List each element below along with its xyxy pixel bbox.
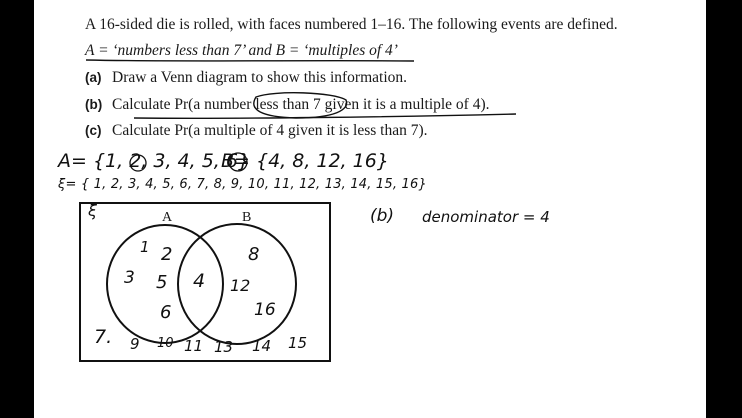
handwritten-denominator-note: denominator = 4 (422, 208, 550, 226)
part-b-ellipse (254, 93, 347, 118)
venn-outside-value: 13 (214, 338, 234, 356)
venn-outside-value: 14 (252, 337, 272, 355)
events-underline (86, 60, 414, 61)
venn-value: 16 (254, 300, 276, 320)
venn-value: 3 (124, 268, 135, 288)
handwritten-set-a: A= {1, 2, 3, 4, 5, 6} (58, 150, 251, 172)
venn-value: 12 (230, 276, 251, 295)
part-a-text: Draw a Venn diagram to show this information. (112, 69, 408, 86)
part-a-label: (a) (85, 70, 102, 85)
venn-outside-value: 9 (130, 335, 140, 353)
venn-intersection-value: 4 (193, 270, 206, 292)
venn-value: 5 (156, 272, 168, 293)
venn-value: 8 (248, 244, 260, 265)
part-b-label: (b) (85, 97, 103, 112)
venn-label-b: B (242, 210, 252, 225)
venn-value: 1 (140, 238, 150, 256)
question-intro: A 16-sided die is rolled, with faces numbered 1–16. The following events are defined. (85, 16, 618, 33)
part-b-text: Calculate Pr(a number less than 7 given it is a multiple of 4). (112, 96, 490, 113)
venn-outside-value: 15 (288, 334, 308, 352)
venn-outside-value: 7. (94, 326, 113, 348)
handwritten-part-b-label: (b) (370, 206, 395, 226)
part-c-text: Calculate Pr(a multiple of 4 given it is less than 7). (112, 122, 428, 139)
worksheet-page (34, 0, 706, 418)
handwritten-universal-set: ξ= { 1, 2, 3, 4, 5, 6, 7, 8, 9, 10, 11, 12, 13, 14, 15, 16} (58, 177, 427, 192)
part-c-label: (c) (85, 123, 102, 138)
venn-outside-value: 11 (184, 337, 204, 355)
universal-symbol: ξ (88, 201, 97, 220)
venn-value: 6 (160, 302, 172, 323)
venn-label-a: A (162, 210, 173, 225)
venn-outside-value: 10 (157, 336, 174, 351)
event-definitions: A = ‘numbers less than 7’ and B = ‘multiples of 4’ (85, 42, 398, 59)
venn-value: 2 (161, 244, 173, 265)
handwritten-set-b: B= {4, 8, 12, 16} (221, 150, 389, 172)
